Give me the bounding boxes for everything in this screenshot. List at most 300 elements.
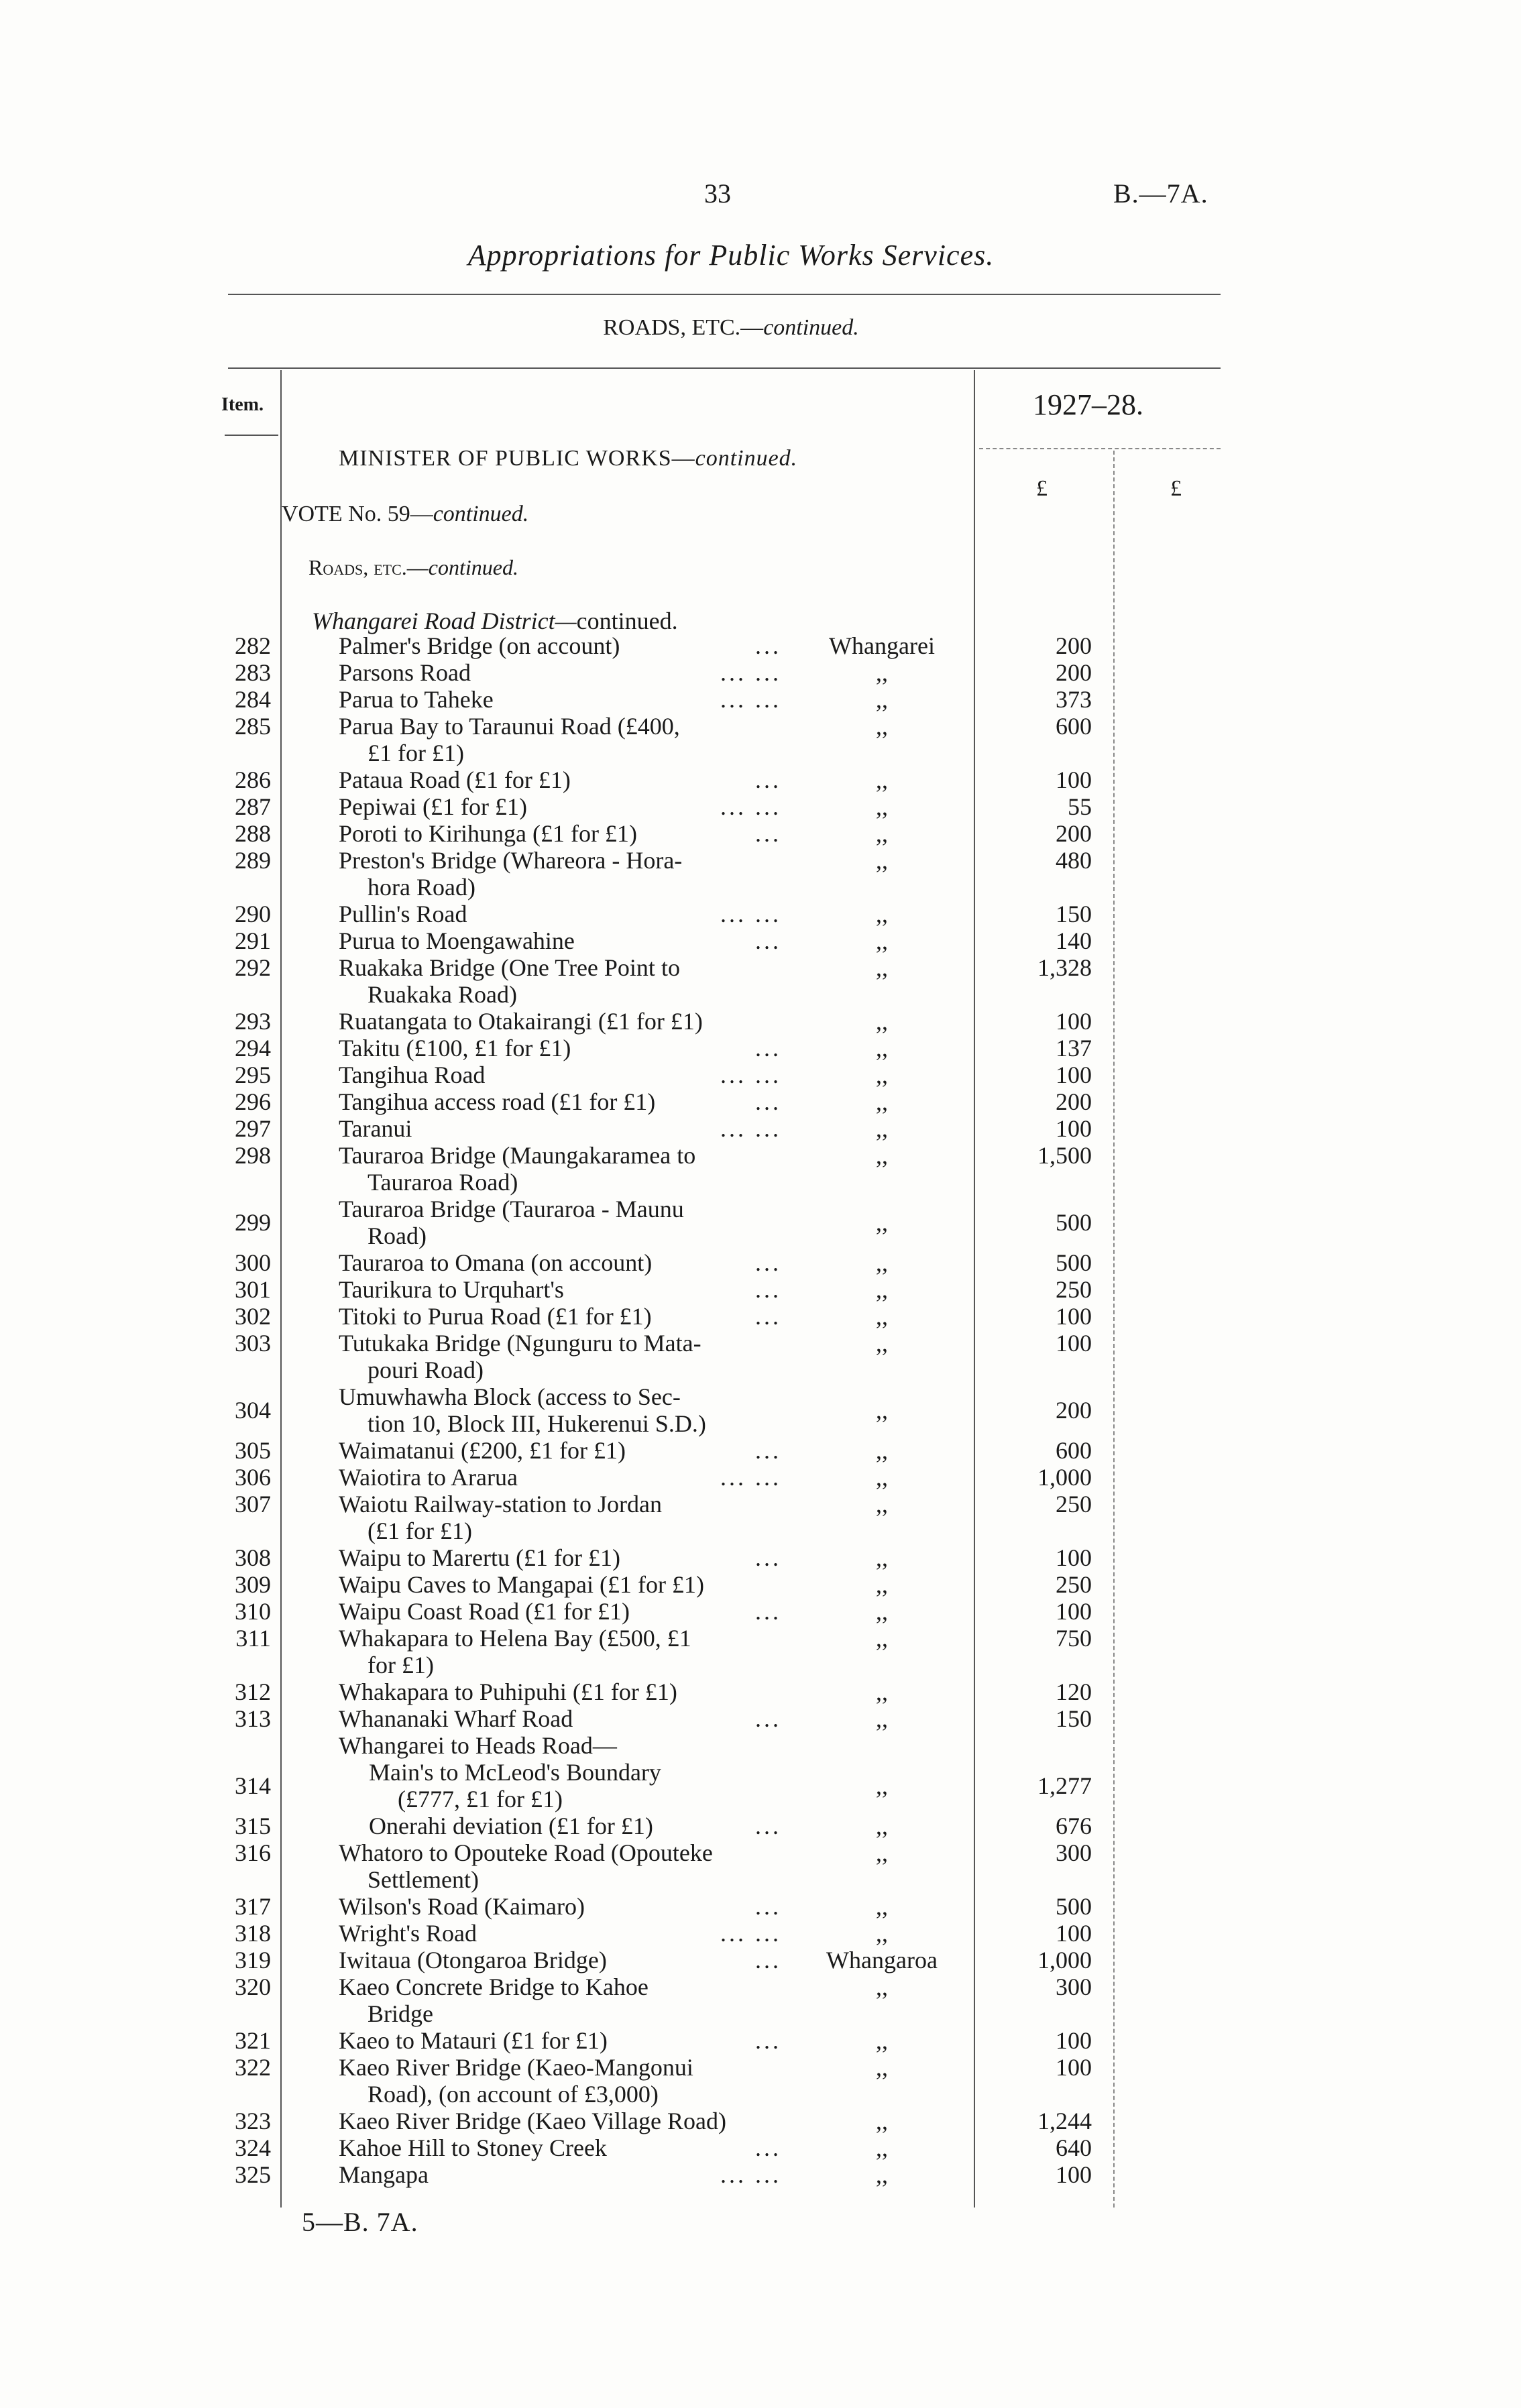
leader-dots: ...	[755, 820, 781, 847]
amount: 100	[1056, 1598, 1092, 1625]
table-row	[0, 1464, 1521, 1491]
description-line: Taranui	[339, 1115, 412, 1142]
item-description	[339, 1973, 781, 2027]
table-row	[0, 954, 1521, 1008]
district-name: ,,	[876, 1115, 888, 1142]
amount: 300	[1056, 1839, 1092, 1866]
district-name: ,,	[876, 1544, 888, 1571]
district-name: ,,	[876, 1062, 888, 1088]
leader-dots: ...	[755, 1598, 781, 1625]
item-number: 300	[235, 1249, 271, 1276]
description-line: Palmer's Bridge (on account)	[339, 632, 620, 659]
description-line: Onerahi deviation (£1 for £1)	[369, 1813, 653, 1839]
table-row	[0, 1142, 1521, 1196]
amount: 1,000	[1037, 1947, 1092, 1973]
item-number: 298	[235, 1142, 271, 1169]
table-row	[0, 1303, 1521, 1330]
leader-dots: ...	[755, 1276, 781, 1303]
district-name: ,,	[876, 713, 888, 740]
district-name: ,,	[876, 2108, 888, 2134]
description-line: Pepiwai (£1 for £1)	[339, 793, 527, 820]
description-line: Parua Bay to Taraunui Road (£400,	[339, 713, 680, 740]
table-row	[0, 659, 1521, 686]
description-continuation: (£777, £1 for £1)	[398, 1786, 563, 1813]
amount: 100	[1056, 766, 1092, 793]
page-title: Appropriations for Public Works Services.	[467, 239, 995, 272]
item-description	[339, 1437, 781, 1464]
description-continuation: pouri Road)	[368, 1357, 484, 1383]
description-line: Tauraroa Bridge (Tauraroa - Maunu	[339, 1196, 684, 1222]
table-row	[0, 1491, 1521, 1544]
table-row	[0, 1088, 1521, 1115]
item-column-header: Item.	[221, 394, 264, 415]
description-line: Pullin's Road	[339, 901, 467, 927]
district-name: ,,	[876, 1571, 888, 1598]
table-row	[0, 793, 1521, 820]
item-number: 324	[235, 2134, 271, 2161]
amount: 750	[1056, 1625, 1092, 1652]
amount: 500	[1056, 1249, 1092, 1276]
leader-dots: ... ...	[720, 659, 781, 686]
item-number: 286	[235, 766, 271, 793]
district-heading: Whangarei Road District—continued.	[312, 608, 678, 634]
leader-dots: ...	[755, 632, 781, 659]
amount: 500	[1056, 1209, 1092, 1236]
description-continuation: hora Road)	[368, 874, 475, 901]
description-line: Main's to McLeod's Boundary	[369, 1759, 661, 1786]
district-name: ,,	[876, 2027, 888, 2054]
item-number: 305	[235, 1437, 271, 1464]
table-row	[0, 2054, 1521, 2108]
district-name: Whangarei	[829, 632, 935, 659]
vote-heading: VOTE No. 59—continued.	[282, 502, 529, 526]
amount: 250	[1056, 1276, 1092, 1303]
item-description	[339, 1893, 781, 1920]
table-row	[0, 1893, 1521, 1920]
description-continuation: Tauraroa Road)	[368, 1169, 518, 1196]
table-row	[0, 927, 1521, 954]
description-line: Wilson's Road (Kaimaro)	[339, 1893, 585, 1920]
table-row	[0, 1383, 1521, 1437]
leader-dots: ...	[755, 1249, 781, 1276]
description-line: Purua to Moengawahine	[339, 927, 575, 954]
amount: 100	[1056, 1062, 1092, 1088]
description-line: Whakapara to Puhipuhi (£1 for £1)	[339, 1678, 677, 1705]
roads-heading: Roads, etc.—continued.	[308, 555, 518, 579]
leader-dots: ...	[755, 1035, 781, 1062]
district-name: ,,	[876, 1893, 888, 1920]
currency-symbol-1: £	[1036, 476, 1048, 501]
description-continuation: Road)	[368, 1222, 427, 1249]
item-description	[339, 1249, 781, 1276]
item-description	[369, 1813, 781, 1839]
amount: 200	[1056, 1088, 1092, 1115]
table-row	[0, 901, 1521, 927]
amount: 600	[1056, 713, 1092, 740]
district-name: ,,	[876, 1839, 888, 1866]
document-reference: B.—7A.	[1113, 178, 1208, 209]
district-name: ,,	[876, 1397, 888, 1424]
district-name: ,,	[876, 1249, 888, 1276]
minister-heading: MINISTER OF PUBLIC WORKS—continued.	[339, 446, 798, 471]
item-number: 292	[235, 954, 271, 981]
district-name: ,,	[876, 1088, 888, 1115]
item-number: 304	[235, 1397, 271, 1424]
item-number: 285	[235, 713, 271, 740]
table-row	[0, 820, 1521, 847]
item-number: 289	[235, 847, 271, 874]
item-description	[339, 659, 781, 686]
item-description	[339, 1303, 781, 1330]
item-number: 319	[235, 1947, 271, 1973]
district-name: ,,	[876, 766, 888, 793]
item-number: 315	[235, 1813, 271, 1839]
item-number: 291	[235, 927, 271, 954]
description-line: Wright's Road	[339, 1920, 477, 1947]
description-continuation: (£1 for £1)	[368, 1517, 472, 1544]
leader-dots: ... ...	[720, 2161, 781, 2188]
item-number: 302	[235, 1303, 271, 1330]
table-row	[0, 1732, 1521, 1759]
district-name: ,,	[876, 1973, 888, 2000]
item-description	[369, 1759, 781, 1813]
description-line: Waiotu Railway-station to Jordan	[339, 1491, 663, 1517]
amount: 250	[1056, 1491, 1092, 1517]
item-description	[339, 1383, 781, 1437]
item-number: 287	[235, 793, 271, 820]
item-number: 284	[235, 686, 271, 713]
description-line: Waipu to Marertu (£1 for £1)	[339, 1544, 620, 1571]
item-description	[339, 901, 781, 927]
amount: 100	[1056, 2054, 1092, 2081]
amount: 600	[1056, 1437, 1092, 1464]
item-number: 310	[235, 1598, 271, 1625]
description-line: Kaeo River Bridge (Kaeo Village Road)	[339, 2108, 726, 2134]
item-number: 282	[235, 632, 271, 659]
item-number: 320	[235, 1973, 271, 2000]
amount: 500	[1056, 1893, 1092, 1920]
item-number: 296	[235, 1088, 271, 1115]
leader-dots: ... ...	[720, 793, 781, 820]
district-name: ,,	[876, 847, 888, 874]
item-number: 293	[235, 1008, 271, 1035]
item-description	[339, 1839, 781, 1893]
table-row	[0, 1598, 1521, 1625]
table-row	[0, 1062, 1521, 1088]
district-name: ,,	[876, 1598, 888, 1625]
description-line: Waiotira to Ararua	[339, 1464, 518, 1491]
district-name: ,,	[876, 1920, 888, 1947]
item-number: 306	[235, 1464, 271, 1491]
item-description	[339, 1598, 781, 1625]
district-name: ,,	[876, 1142, 888, 1169]
leader-dots: ...	[755, 1544, 781, 1571]
leader-dots: ... ...	[720, 901, 781, 927]
item-description	[339, 1276, 781, 1303]
table-row	[0, 1249, 1521, 1276]
item-description	[339, 1625, 781, 1678]
amount: 676	[1056, 1813, 1092, 1839]
amount: 300	[1056, 1973, 1092, 2000]
item-description	[339, 1947, 781, 1973]
amount: 200	[1056, 659, 1092, 686]
amount: 100	[1056, 1115, 1092, 1142]
table-row	[0, 1759, 1521, 1813]
table-row	[0, 2161, 1521, 2188]
item-description	[339, 1115, 781, 1142]
description-line: Waimatanui (£200, £1 for £1)	[339, 1437, 626, 1464]
district-name: ,,	[876, 1813, 888, 1839]
table-row	[0, 1571, 1521, 1598]
amount: 373	[1056, 686, 1092, 713]
district-name: ,,	[876, 1008, 888, 1035]
item-description	[339, 713, 781, 766]
year-header: 1927–28.	[1033, 388, 1143, 421]
item-number: 283	[235, 659, 271, 686]
description-line: Tangihua access road (£1 for £1)	[339, 1088, 656, 1115]
leader-dots: ...	[755, 1705, 781, 1732]
item-number: 303	[235, 1330, 271, 1357]
item-description	[339, 2054, 781, 2108]
amount: 100	[1056, 1330, 1092, 1357]
district-name: ,,	[876, 901, 888, 927]
item-description	[339, 1008, 781, 1035]
leader-dots: ... ...	[720, 1062, 781, 1088]
description-line: Parsons Road	[339, 659, 471, 686]
item-description	[339, 1544, 781, 1571]
description-line: Ruakaka Bridge (One Tree Point to	[339, 954, 680, 981]
description-line: Iwitaua (Otongaroa Bridge)	[339, 1947, 607, 1973]
item-number: 297	[235, 1115, 271, 1142]
amount: 100	[1056, 1920, 1092, 1947]
table-row	[0, 1330, 1521, 1383]
description-line: Tangihua Road	[339, 1062, 486, 1088]
amount: 150	[1056, 901, 1092, 927]
amount: 100	[1056, 1303, 1092, 1330]
description-line: Whananaki Wharf Road	[339, 1705, 573, 1732]
item-description	[339, 1732, 781, 1759]
item-description	[339, 1142, 781, 1196]
amount: 1,244	[1037, 2108, 1092, 2134]
district-name: ,,	[876, 1772, 888, 1799]
leader-dots: ...	[755, 1303, 781, 1330]
table-row	[0, 1973, 1521, 2027]
item-number: 318	[235, 1920, 271, 1947]
item-number: 299	[235, 1209, 271, 1236]
item-description	[339, 686, 781, 713]
district-name: ,,	[876, 1678, 888, 1705]
description-continuation: Ruakaka Road)	[368, 981, 517, 1008]
table-row	[0, 713, 1521, 766]
description-line: Kaeo Concrete Bridge to Kahoe	[339, 1973, 649, 2000]
amount: 200	[1056, 820, 1092, 847]
description-line: Waipu Caves to Mangapai (£1 for £1)	[339, 1571, 704, 1598]
table-row	[0, 686, 1521, 713]
amount: 137	[1056, 1035, 1092, 1062]
item-description	[339, 2027, 781, 2054]
item-number: 321	[235, 2027, 271, 2054]
item-description	[339, 1062, 781, 1088]
page-footer-signature: 5—B. 7A.	[302, 2207, 418, 2237]
item-description	[339, 1678, 781, 1705]
amount: 100	[1056, 1544, 1092, 1571]
table-row	[0, 1625, 1521, 1678]
district-name: ,,	[876, 1209, 888, 1236]
amount: 55	[1068, 793, 1092, 820]
description-continuation: Bridge	[368, 2000, 433, 2027]
leader-dots: ...	[755, 927, 781, 954]
item-description	[339, 1330, 781, 1383]
leader-dots: ... ...	[720, 1920, 781, 1947]
item-description	[339, 1920, 781, 1947]
description-line: Whakapara to Helena Bay (£500, £1	[339, 1625, 691, 1652]
item-number: 311	[235, 1625, 271, 1652]
district-name: ,,	[876, 1330, 888, 1357]
amount: 100	[1056, 2161, 1092, 2188]
table-row	[0, 632, 1521, 659]
description-line: Ruatangata to Otakairangi (£1 for £1)	[339, 1008, 703, 1035]
item-description	[339, 2108, 781, 2134]
table-row	[0, 1705, 1521, 1732]
item-description	[339, 1196, 781, 1249]
section-subtitle: ROADS, ETC.—continued.	[603, 315, 859, 340]
amount: 200	[1056, 1397, 1092, 1424]
description-line: Tauraroa Bridge (Maungakaramea to	[339, 1142, 696, 1169]
item-description	[339, 1035, 781, 1062]
description-continuation: tion 10, Block III, Hukerenui S.D.)	[368, 1410, 706, 1437]
leader-dots: ...	[755, 1437, 781, 1464]
district-name: ,,	[876, 820, 888, 847]
description-line: Taurikura to Urquhart's	[339, 1276, 564, 1303]
item-number: 322	[235, 2054, 271, 2081]
item-description	[339, 927, 781, 954]
amount: 480	[1056, 847, 1092, 874]
page-number: 33	[704, 178, 731, 209]
leader-dots: ... ...	[720, 1115, 781, 1142]
amount: 1,500	[1037, 1142, 1092, 1169]
amount: 150	[1056, 1705, 1092, 1732]
leader-dots: ...	[755, 2134, 781, 2161]
table-row	[0, 1196, 1521, 1249]
description-continuation: Road), (on account of £3,000)	[368, 2081, 659, 2108]
table-row	[0, 1276, 1521, 1303]
item-description	[339, 1088, 781, 1115]
amount: 100	[1056, 2027, 1092, 2054]
item-description	[339, 766, 781, 793]
item-description	[339, 1571, 781, 1598]
description-line: Mangapa	[339, 2161, 429, 2188]
district-name: ,,	[876, 659, 888, 686]
item-number: 325	[235, 2161, 271, 2188]
amount: 120	[1056, 1678, 1092, 1705]
table-row	[0, 1813, 1521, 1839]
table-row	[0, 2108, 1521, 2134]
district-name: ,,	[876, 2161, 888, 2188]
district-name: ,,	[876, 1035, 888, 1062]
description-line: Takitu (£100, £1 for £1)	[339, 1035, 571, 1062]
description-line: Umuwhawha Block (access to Sec-	[339, 1383, 681, 1410]
table-row	[0, 1115, 1521, 1142]
description-line: Waipu Coast Road (£1 for £1)	[339, 1598, 630, 1625]
leader-dots: ...	[755, 1893, 781, 1920]
table-row	[0, 1008, 1521, 1035]
item-number: 316	[235, 1839, 271, 1866]
leader-dots: ...	[755, 2027, 781, 2054]
item-description	[339, 632, 781, 659]
district-name: Whangaroa	[826, 1947, 938, 1973]
item-number: 323	[235, 2108, 271, 2134]
district-name: ,,	[876, 2054, 888, 2081]
description-line: Titoki to Purua Road (£1 for £1)	[339, 1303, 652, 1330]
item-number: 290	[235, 901, 271, 927]
description-line: Kahoe Hill to Stoney Creek	[339, 2134, 607, 2161]
leader-dots: ...	[755, 1947, 781, 1973]
item-number: 317	[235, 1893, 271, 1920]
description-line: Whatoro to Opouteke Road (Opouteke	[339, 1839, 713, 1866]
district-name: ,,	[876, 686, 888, 713]
table-row	[0, 2134, 1521, 2161]
item-description	[339, 954, 781, 1008]
item-number: 295	[235, 1062, 271, 1088]
item-number: 307	[235, 1491, 271, 1517]
leader-dots: ...	[755, 1088, 781, 1115]
table-row	[0, 1839, 1521, 1893]
amount: 640	[1056, 2134, 1092, 2161]
district-name: ,,	[876, 793, 888, 820]
table-row	[0, 766, 1521, 793]
district-name: ,,	[876, 927, 888, 954]
item-number: 312	[235, 1678, 271, 1705]
description-line: Tauraroa to Omana (on account)	[339, 1249, 653, 1276]
table-row	[0, 1678, 1521, 1705]
table-top-rule	[228, 367, 1221, 369]
description-continuation: for £1)	[368, 1652, 434, 1678]
leader-dots: ... ...	[720, 1464, 781, 1491]
item-number: 288	[235, 820, 271, 847]
description-line: Parua to Taheke	[339, 686, 494, 713]
district-name: ,,	[876, 1303, 888, 1330]
table-row	[0, 1544, 1521, 1571]
description-line: Kaeo River Bridge (Kaeo-Mangonui	[339, 2054, 693, 2081]
description-continuation: £1 for £1)	[368, 740, 464, 766]
item-number: 313	[235, 1705, 271, 1732]
item-header-rule	[225, 435, 278, 436]
item-number: 309	[235, 1571, 271, 1598]
table-row	[0, 847, 1521, 901]
description-line: Poroti to Kirihunga (£1 for £1)	[339, 820, 637, 847]
description-line: Kaeo to Matauri (£1 for £1)	[339, 2027, 608, 2054]
currency-symbol-2: £	[1170, 476, 1182, 501]
table-row	[0, 1437, 1521, 1464]
title-rule	[228, 294, 1221, 295]
description-continuation: Settlement)	[368, 1866, 479, 1893]
district-name: ,,	[876, 954, 888, 981]
table-row	[0, 1920, 1521, 1947]
amount: 200	[1056, 632, 1092, 659]
district-name: ,,	[876, 1276, 888, 1303]
leader-dots: ... ...	[720, 686, 781, 713]
item-number: 301	[235, 1276, 271, 1303]
description-line: Pataua Road (£1 for £1)	[339, 766, 571, 793]
item-number: 314	[235, 1772, 271, 1799]
amount: 250	[1056, 1571, 1092, 1598]
amount: 1,277	[1037, 1772, 1092, 1799]
district-name: ,,	[876, 1491, 888, 1517]
leader-dots: ...	[755, 1813, 781, 1839]
item-description	[339, 2134, 781, 2161]
item-description	[339, 1464, 781, 1491]
district-name: ,,	[876, 1705, 888, 1732]
